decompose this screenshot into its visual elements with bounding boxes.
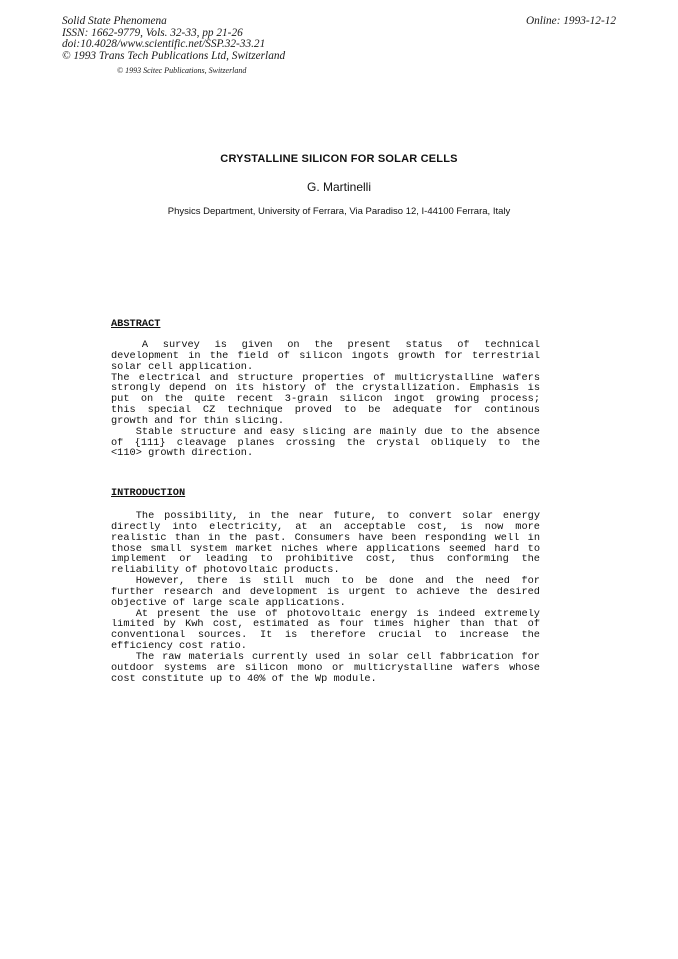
affiliation: Physics Department, University of Ferrara, Via Paradiso 12, I-44100 Ferrara, Italy [167, 206, 511, 217]
abstract-line: Stable structure and easy slicing are mainly due to the absence [135, 426, 540, 438]
introduction-line: those small system market niches where applications seemed hard to [111, 543, 540, 555]
author-name: G. Martinelli [306, 180, 371, 194]
abstract-line: this special CZ technique proved to be adequate for continous [111, 405, 540, 416]
citation-header [62, 16, 285, 62]
introduction-heading: INTRODUCTION [111, 487, 186, 499]
doi-line[interactable]: doi:10.4028/www.scientific.net/SSP.32-33.21 [62, 38, 266, 51]
abstract-line: development in the field of silicon ingots growth for terrestrial [111, 350, 540, 362]
introduction-line: objective of large scale applications. [111, 597, 346, 609]
paper-title: CRYSTALLINE SILICON FOR SOLAR CELLS [220, 153, 458, 165]
publisher-note: © 1993 Scitec Publications, Switzerland [117, 66, 247, 75]
introduction-line: cost constitute up to 40% of the Wp module. [111, 673, 377, 685]
introduction-line: realistic than in the past. Consumers have been responding well in [111, 532, 540, 544]
abstract-line: of {111} cleavage planes crossing the crystal obliquely to the [111, 437, 540, 449]
introduction-line: further research and development is urgent to achieve the desired [111, 586, 540, 598]
introduction-line: conventional sources. It is therefore crucial to increase the [111, 630, 540, 642]
introduction-line: efficiency cost ratio. [111, 641, 247, 652]
abstract-line: put on the quite recent 3-grain silicon ingot growing process; [111, 394, 540, 406]
abstract-line: <110> growth direction. [111, 448, 254, 460]
abstract-heading: ABSTRACT [111, 318, 161, 330]
introduction-line: directly into electricity, at an acceptable cost, is now more [111, 521, 540, 533]
journal-name: Solid State Phenomena [62, 15, 167, 27]
introduction-line: However, there is still much to be done and the need for [135, 576, 540, 587]
abstract-line: growth and for thin slicing. [111, 415, 285, 427]
introduction-line: outdoor systems are silicon mono or multicrystalline wafers whose [111, 662, 540, 674]
abstract-line: strongly depend on its history of the crystallization. Emphasis is [111, 383, 540, 395]
introduction-line: The raw materials currently used in solar cell fabbrication for [135, 651, 540, 663]
introduction-body [111, 511, 540, 685]
copyright-line: © 1993 Trans Tech Publications Ltd, Switzerland [62, 49, 286, 62]
introduction-line: At present the use of photovoltaic energy is indeed extremely [135, 608, 540, 620]
online-date: Online: 1993-12-12 [525, 15, 616, 27]
introduction-line: The possibility, in the near future, to convert solar energy [135, 511, 540, 522]
issn-line: ISSN: 1662-9779, Vols. 32-33, pp 21-26 [62, 26, 243, 39]
abstract-line: A survey is given on the present status of technical [141, 340, 540, 351]
abstract-body [111, 340, 540, 459]
abstract-line: solar cell application. [111, 361, 254, 373]
introduction-line: limited by Kwh cost, estimated as four times higher than that of [111, 619, 540, 631]
introduction-line: implement or leading to prohibitive cost, thus conforming the [111, 554, 540, 566]
introduction-line: reliability of photovoltaic products. [111, 565, 340, 577]
abstract-line: The electrical and structure properties of multicrystalline wafers [111, 372, 540, 384]
